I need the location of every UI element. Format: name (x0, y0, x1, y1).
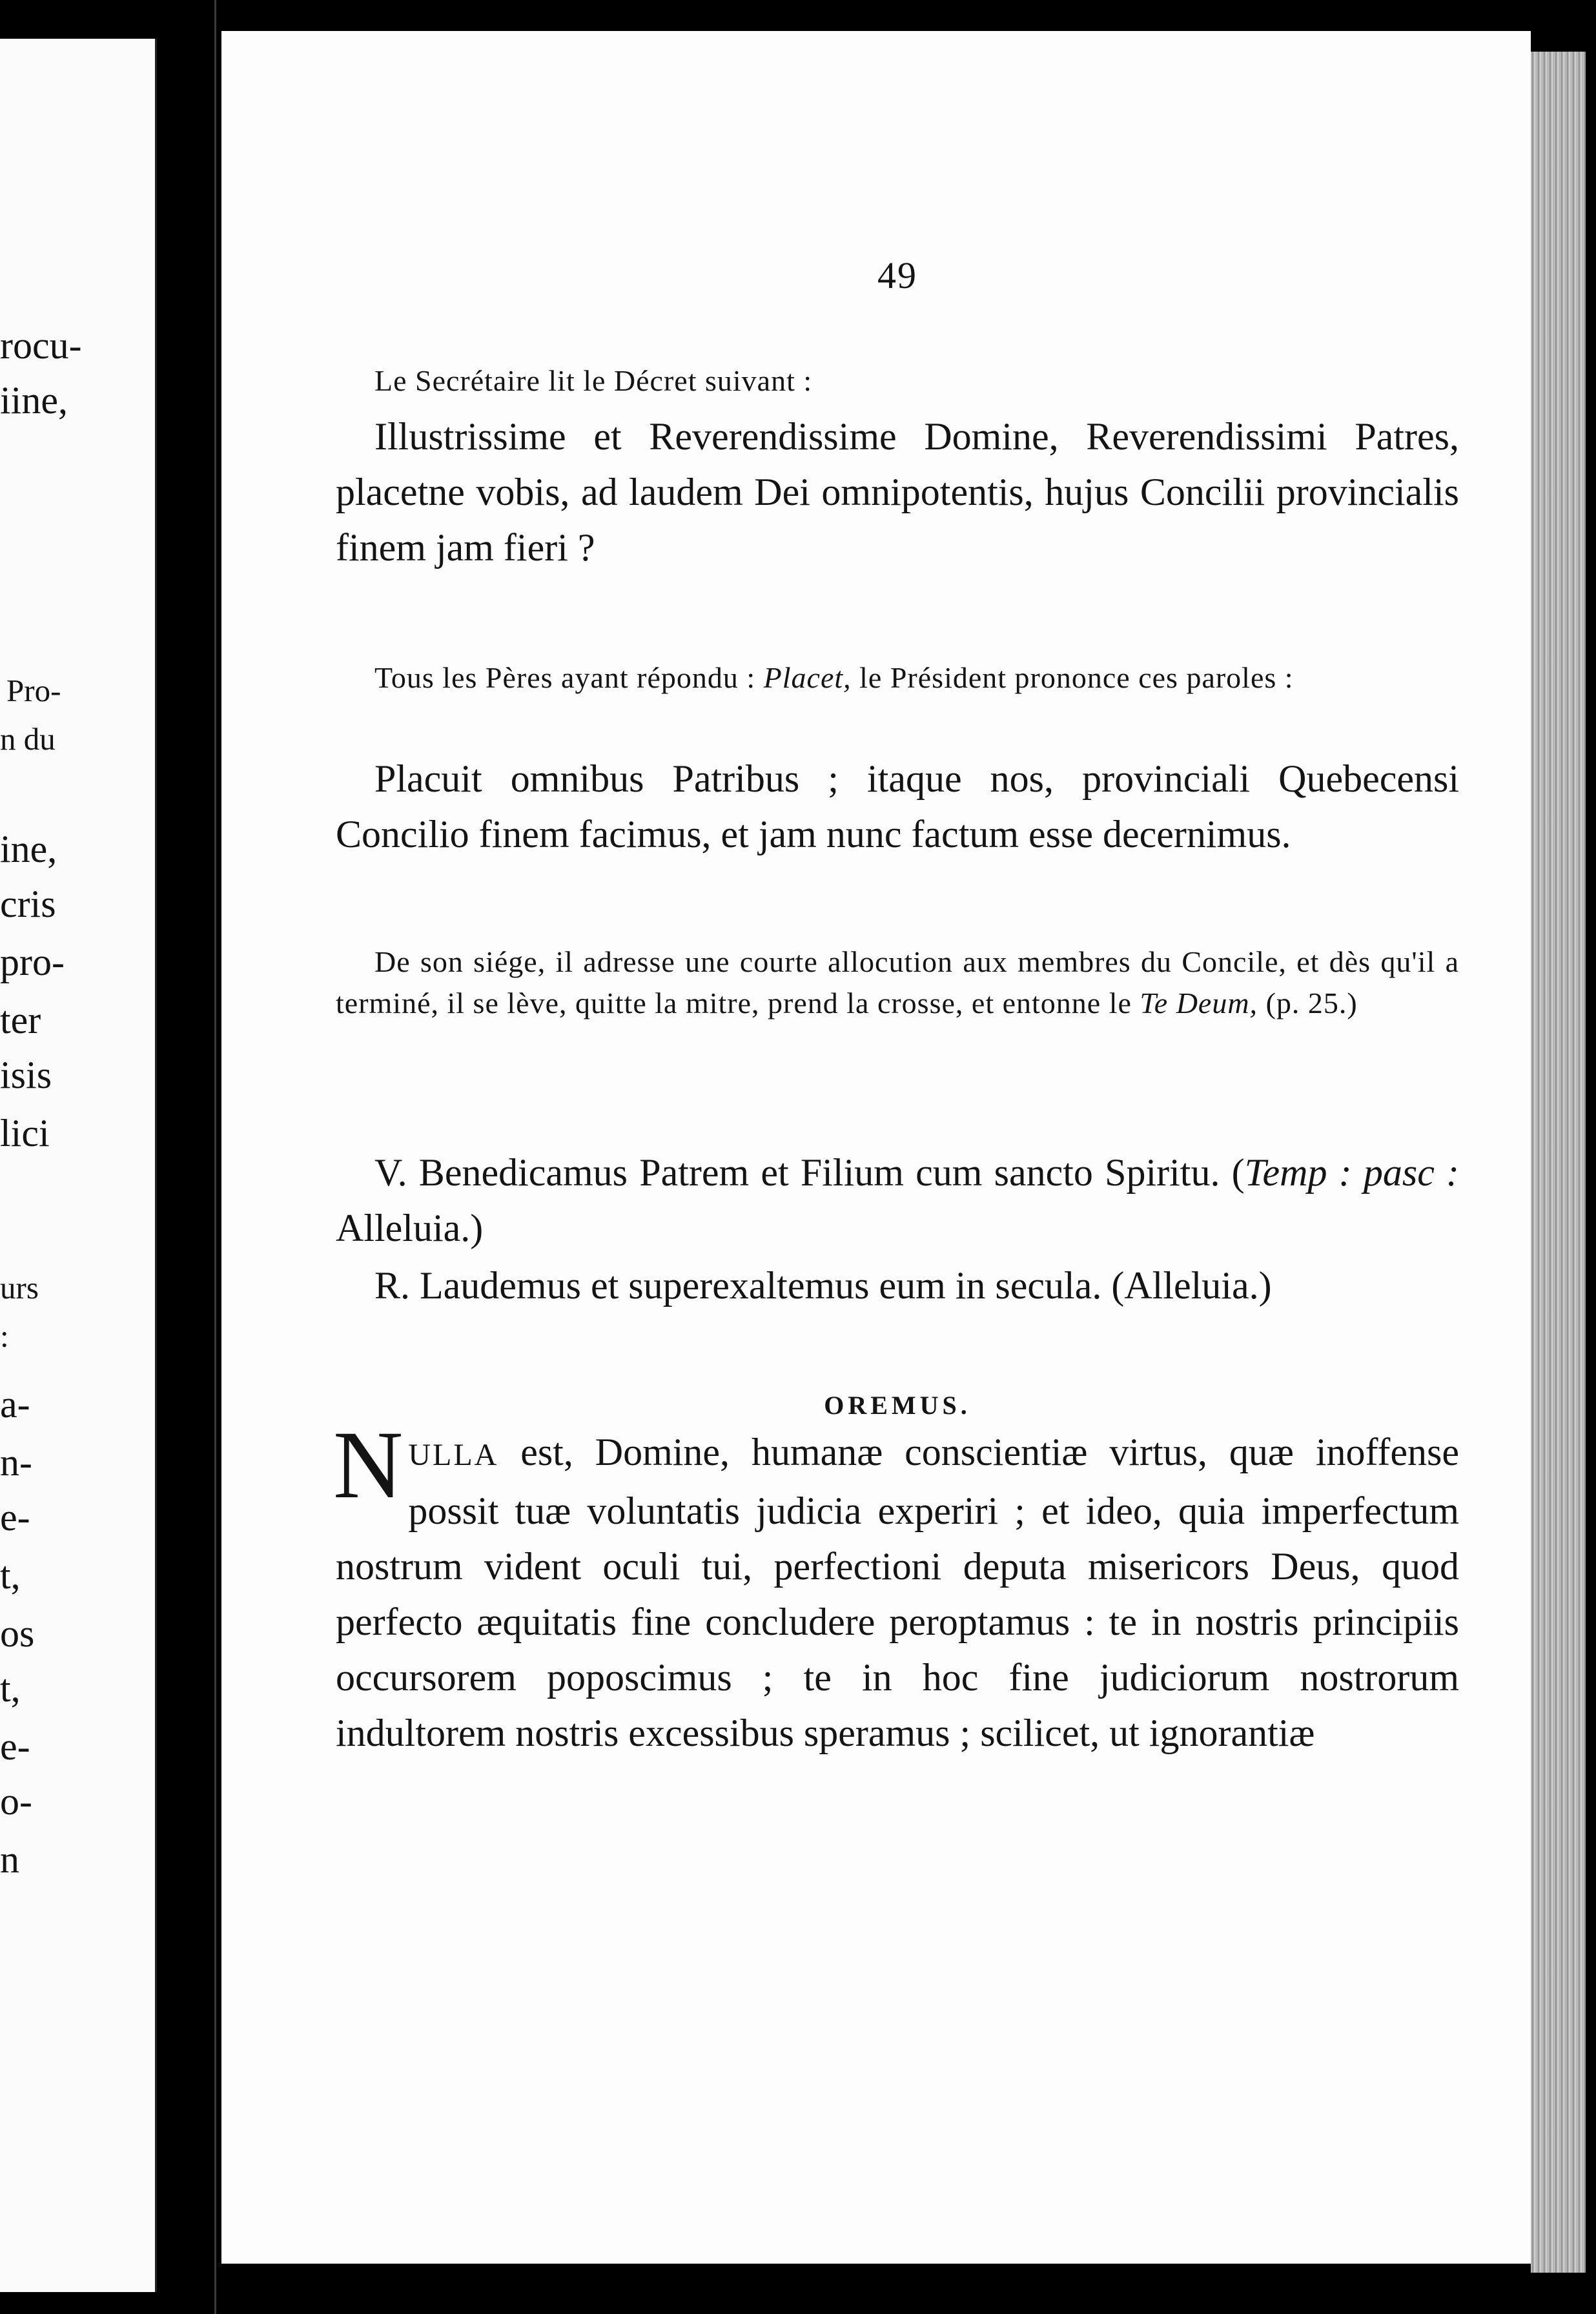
rubric-italic: Placet, (763, 661, 852, 694)
prayer-text: est, Domine, humanæ conscientiæ virtus, quæ inoffense possit tuæ voluntatis judicia experiri ; et ideo, quia imperfectum nostrum vident oculi tui, perfectioni deputa misericors Deus, quod perfecto æquitatis fine concludere peroptamus : te in nostris principiis occursorem poposcimus ; te in hoc fine judiciorum nostrorum indultorem nostris excessibus speramus ; scilicet, ut ignorantiæ (336, 1431, 1460, 1754)
rubric-text: Tous les Pères ayant répondu : (374, 661, 756, 694)
decree-paragraph: Illustrissime et Reverendissime Domine, Reverendissimi Patres, placetne vobis, ad laudem Dei omnipotentis, hujus Concilii provincialis finem jam fieri ? (336, 415, 1459, 569)
section-heading: OREMUS. (824, 1391, 971, 1420)
left-line: n (0, 1838, 19, 1881)
page-fold (214, 0, 216, 2314)
left-line: o- (0, 1780, 32, 1823)
left-line: n du (0, 721, 56, 757)
response: R. Laudemus et superexaltemus eum in secula. (Alleluia.) (374, 1264, 1272, 1307)
left-line: n- (0, 1441, 32, 1484)
book-gutter (157, 0, 221, 2314)
versicle-text: V. Benedicamus Patrem et Filium cum sancto Spiritu. (374, 1151, 1220, 1194)
prayer-paragraph (333, 1411, 1460, 1761)
left-line: rocu- (0, 324, 82, 367)
versicle-italic: Temp : pasc : (1244, 1151, 1459, 1194)
rubric-italic: Te Deum, (1140, 987, 1258, 1019)
versicle-paren: ( (1231, 1151, 1245, 1194)
rubric-text: le Président prononce ces paroles : (859, 661, 1294, 694)
book-page (221, 31, 1531, 2264)
rubric-secretary: Le Secrétaire lit le Décret suivant : (374, 364, 813, 397)
previous-page-fragment (0, 39, 157, 2292)
left-line: ter (0, 999, 41, 1041)
rubric-fathers (336, 657, 1459, 699)
left-line: os (0, 1612, 35, 1655)
left-line: t, (0, 1554, 21, 1597)
drop-cap: N (333, 1411, 404, 1519)
page-number: 49 (877, 254, 917, 296)
versicle-text: Alleluia.) (336, 1207, 484, 1249)
left-line: iine, (0, 379, 68, 422)
page-edges (1531, 52, 1586, 2273)
rubric-text: De son siége, il adresse une courte allocution aux membres du Concile, et dès qu'il a terminé, il se lève, quitte la mitre, prend la crosse, et entonne le (336, 945, 1459, 1019)
placuit-paragraph: Placuit omnibus Patribus ; itaque nos, provinciali Quebecensi Concilio finem facimus, et jam nunc factum esse decernimus. (336, 757, 1459, 855)
left-line: lici (0, 1112, 50, 1154)
versicle (336, 1145, 1459, 1256)
left-line: e- (0, 1725, 30, 1768)
small-caps: ULLA (408, 1438, 499, 1472)
left-line: e- (0, 1496, 30, 1539)
left-line: : (0, 1318, 9, 1354)
rubric-allocution (336, 941, 1459, 1024)
left-line: Pro- (6, 673, 61, 708)
left-line: pro- (0, 941, 65, 983)
left-line: ine, (0, 828, 57, 870)
rubric-text: (p. 25.) (1265, 987, 1358, 1019)
left-line: cris (0, 883, 56, 925)
left-line: isis (0, 1054, 52, 1096)
left-line: t, (0, 1667, 21, 1710)
left-line: urs (0, 1270, 39, 1305)
left-line: a- (0, 1383, 30, 1426)
